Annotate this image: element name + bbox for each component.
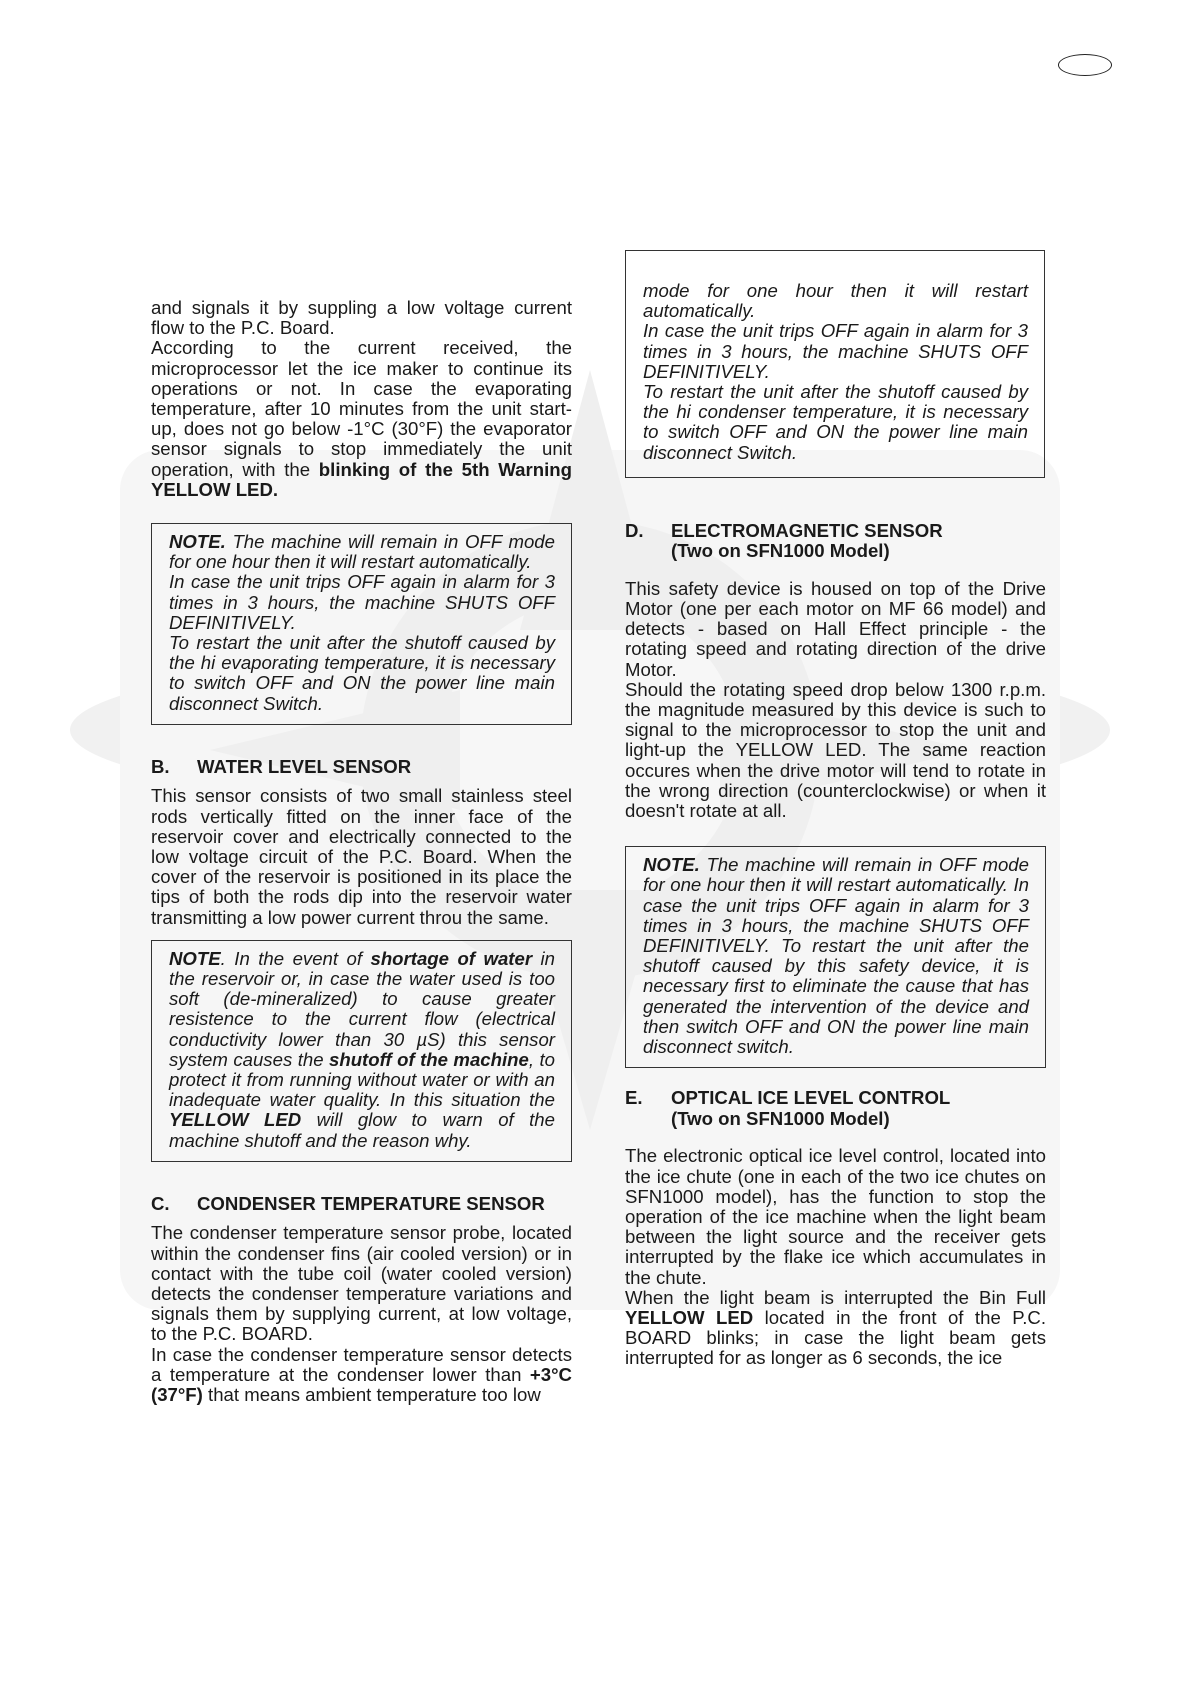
section-d-heading: D. ELECTROMAGNETIC SENSOR (Two on SFN1000 Model) (625, 519, 943, 562)
section-c-heading: C. CONDENSER TEMPERATURE SENSOR (151, 1192, 545, 1214)
condenser-paragraph-1: The condenser temperature sensor probe, located within the condenser fins (air cooled version) or in contact with the tube coil (water cooled version) detects the condenser temperature variations and signals them by supplying current, at low voltage, to the P.C. BOARD. (151, 1222, 572, 1345)
optical-level-paragraph-1: The electronic optical ice level control, located into the ice chute (one in each of the two ice chutes on SFN1000 model), has the function to stop the operation of the ice machine when the light beam between the light source and the receiver gets interrupted by the flake ice which accumulates in the chute. (625, 1145, 1046, 1288)
right-column (625, 250, 1046, 1369)
condenser-note-box: mode for one hour then it will restart automatically. In case the unit trips OFF again in alarm for 3 times in 3 hours, the machine SHUTS OFF DEFINITIVELY. To restart the unit after the shutoff caused by the hi condenser temperature, it is necessary to switch OFF and ON the power line main disconnect Switch. (625, 250, 1045, 478)
water-level-note-box: NOTE. In the event of shortage of water in the reservoir or, in case the water used is too soft (de-mineralized) to cause greater resistence to the current flow (electrical conductivity lower than 30 µS) this sensor system causes the shutoff of the machine, to protect it from running without water or with an inadequate water quality. In this situation the YELLOW LED will glow to warn of the machine shutoff and the reason why. (151, 940, 572, 1162)
section-e-heading: E. OPTICAL ICE LEVEL CONTROL (Two on SFN1000 Model) (625, 1087, 951, 1129)
evaporator-paragraph: According to the current received, the microprocessor let the ice maker to continue its operations or not. In case the evaporating temperature, after 10 minutes from the unit start-up, does not go below -1°C (30°F) the evaporator sensor signals to stop immediately the unit operation, with the blinking of the 5th Warning YELLOW LED. (151, 337, 572, 500)
page-number-oval (1058, 54, 1112, 76)
electromagnetic-note-box: NOTE. The machine will remain in OFF mode for one hour then it will restart automatically. In case the unit trips OFF again in alarm for 3 times in 3 hours, the machine SHUTS OFF DEFINITIVELY. To restart the unit after the shutoff caused by this safety device, it is necessary first to eliminate the cause that has generated the intervention of the device and then switch OFF and ON the power line main disconnect switch. (625, 846, 1046, 1068)
electromagnetic-paragraph-2: Should the rotating speed drop below 1300 r.p.m. the magnitude measured by this device is such to signal to the microprocessor to stop the unit and light-up the YELLOW LED. The same reaction occures when the drive motor will tend to rotate in the wrong direction (counterclockwise) or when it doesn't rotate at all. (625, 678, 1046, 822)
left-column (151, 298, 572, 1405)
condenser-paragraph-2: In case the condenser temperature sensor detects a temperature at the condenser lower than +3°C (37°F) that means ambient temperature too low (151, 1343, 572, 1405)
section-b-heading: B. WATER LEVEL SENSOR (151, 755, 412, 777)
evaporator-note-box: NOTE. The machine will remain in OFF mode for one hour then it will restart automatically. In case the unit trips OFF again in alarm for 3 times in 3 hours, the machine SHUTS OFF DEFINITIVELY. To restart the unit after the shutoff caused by the hi evaporating temperature, it is necessary to switch OFF and ON the power line main disconnect Switch. (151, 523, 572, 725)
optical-level-paragraph-2: When the light beam is interrupted the Bin Full YELLOW LED located in the front of the P.C. BOARD blinks; in case the light beam gets interrupted for as longer as 6 seconds, the ice (625, 1286, 1047, 1369)
electromagnetic-paragraph-1: This safety device is housed on top of the Drive Motor (one per each motor on MF 66 model) and detects - based on Hall Effect principle - the rotating speed and rotating direction of the drive Motor. (625, 577, 1046, 680)
water-level-paragraph: This sensor consists of two small stainless steel rods vertically fitted on the inner face of the reservoir cover and electrically connected to the low voltage circuit of the P.C. Board. When the cover of the reservoir is positioned in its place the tips of both the rods dip into the reservoir water transmitting a low power current throu the same. (151, 785, 572, 928)
intro-paragraph: and signals it by suppling a low voltage current flow to the P.C. Board. (151, 297, 572, 339)
note-label: NOTE. (169, 531, 226, 553)
